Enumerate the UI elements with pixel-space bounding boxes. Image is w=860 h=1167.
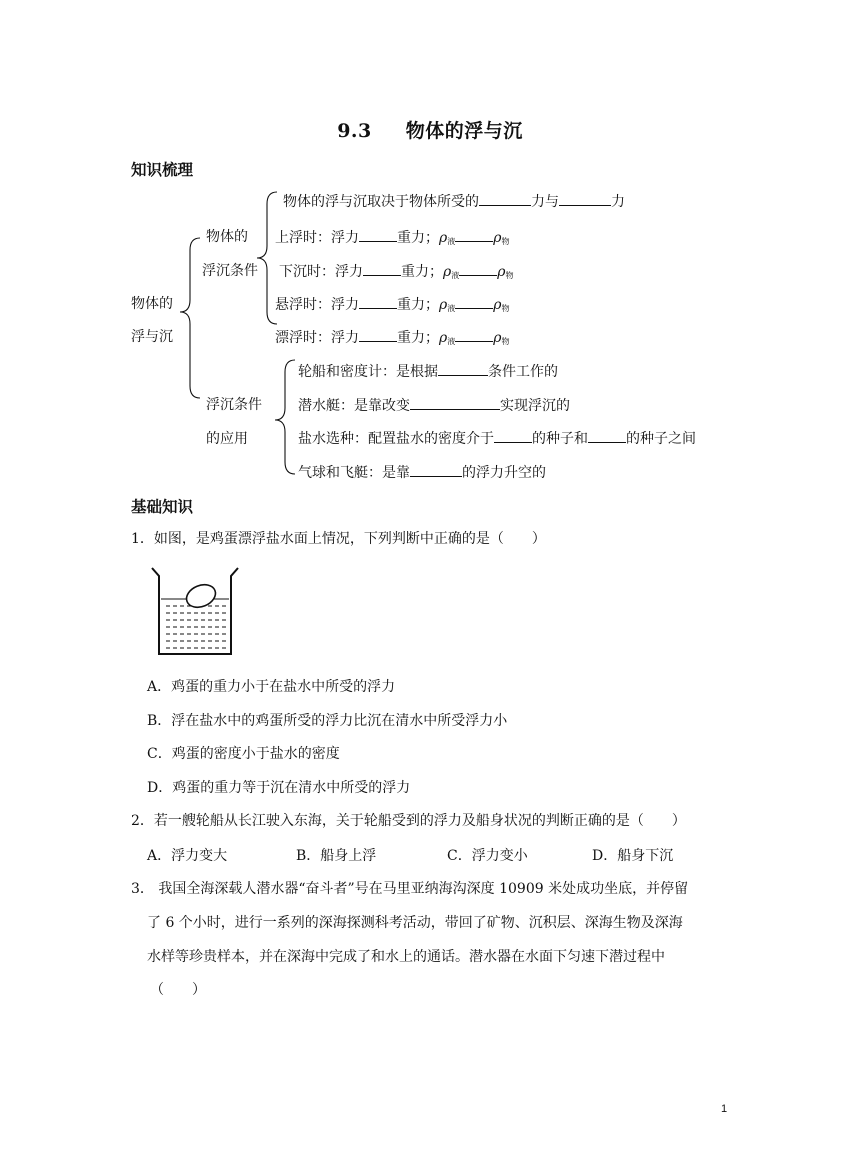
root-label-line1: 物体的	[131, 296, 173, 312]
q2-option-d[interactable]: D．船身下沉	[592, 848, 674, 864]
blank[interactable]	[455, 229, 493, 242]
q1-option-c[interactable]: C．鸡蛋的密度小于盐水的密度	[147, 746, 340, 762]
section-heading-knowledge: 知识梳理	[131, 160, 194, 179]
application-ship: 轮船和密度计：是根据 条件工作的	[298, 364, 558, 380]
q3-line1: 3． 我国全海深载人潜水器“奋斗者”号在马里亚纳海沟深度 10909 米处成功坐底，并停留	[131, 881, 689, 897]
branch-applications-line1: 浮沉条件	[206, 397, 262, 413]
application-balloon: 气球和飞艇：是靠 的浮力升空的	[298, 465, 546, 481]
blank[interactable]	[410, 464, 462, 477]
branch-applications-line2: 的应用	[206, 431, 248, 447]
beaker-egg-figure	[152, 568, 238, 654]
root-label-line2: 浮与沉	[131, 329, 173, 345]
q2-option-a[interactable]: A．浮力变大	[147, 848, 228, 864]
q1-stem: 1．如图，是鸡蛋漂浮盐水面上情况，下列判断中正确的是（ ）	[131, 531, 546, 547]
blank[interactable]	[359, 329, 397, 342]
blank[interactable]	[438, 363, 488, 376]
blank[interactable]	[494, 430, 532, 443]
root-brace	[180, 238, 200, 398]
application-brace	[275, 360, 295, 474]
blank[interactable]	[410, 397, 500, 410]
application-submarine: 潜水艇：是靠改变 实现浮沉的	[298, 398, 570, 414]
q1-option-a[interactable]: A．鸡蛋的重力小于在盐水中所受的浮力	[147, 679, 396, 695]
q1-option-b[interactable]: B．浮在盐水中的鸡蛋所受的浮力比沉在清水中所受浮力小	[147, 713, 508, 729]
blank[interactable]	[359, 296, 397, 309]
condition-row-rise: 上浮时：浮力 重力；$\rho_液$ $\rho_物$	[275, 230, 510, 246]
branch-conditions-line1: 物体的	[206, 229, 248, 245]
section-heading-basics: 基础知识	[131, 497, 194, 516]
blank[interactable]	[588, 430, 626, 443]
application-seed-selection: 盐水选种：配置盐水的密度介于 的种子和 的种子之间	[298, 431, 696, 447]
title-text: 物体的浮与沉	[405, 120, 523, 142]
page-number: 1	[721, 1103, 728, 1115]
q3-line3: 水样等珍贵样本，并在深海中完成了和水上的通话。潜水器在水面下匀速下潜过程中	[147, 949, 665, 965]
condition-brace	[257, 192, 277, 324]
q3-line2: 了 6 个小时，进行一系列的深海探测科考活动，带回了矿物、沉积层、深海生物及深海	[147, 915, 683, 931]
condition-row-suspend: 悬浮时：浮力 重力；$\rho_液$ $\rho_物$	[275, 297, 510, 313]
q2-option-c[interactable]: C．浮力变小	[447, 848, 528, 864]
blank[interactable]	[459, 263, 497, 276]
blank[interactable]	[363, 263, 401, 276]
condition-row-sink: 下沉时：浮力 重力；$\rho_液$ $\rho_物$	[279, 264, 514, 280]
blank[interactable]	[455, 329, 493, 342]
q3-line4: （ ）	[150, 982, 206, 998]
blank[interactable]	[455, 296, 493, 309]
branch-conditions-line2: 浮沉条件	[202, 263, 258, 279]
condition-intro: 物体的浮与沉取决于物体所受的 力与 力	[283, 194, 625, 210]
blank[interactable]	[359, 229, 397, 242]
section-number: 9.3	[337, 120, 372, 142]
q2-option-b[interactable]: B．船身上浮	[296, 848, 377, 864]
q1-option-d[interactable]: D．鸡蛋的重力等于沉在清水中所受的浮力	[147, 780, 411, 796]
q2-stem: 2．若一艘轮船从长江驶入东海，关于轮船受到的浮力及船身状况的判断正确的是（ ）	[131, 813, 686, 829]
blank[interactable]	[559, 193, 611, 206]
blank[interactable]	[479, 193, 531, 206]
condition-row-float: 漂浮时：浮力 重力；$\rho_液$ $\rho_物$	[275, 330, 510, 346]
